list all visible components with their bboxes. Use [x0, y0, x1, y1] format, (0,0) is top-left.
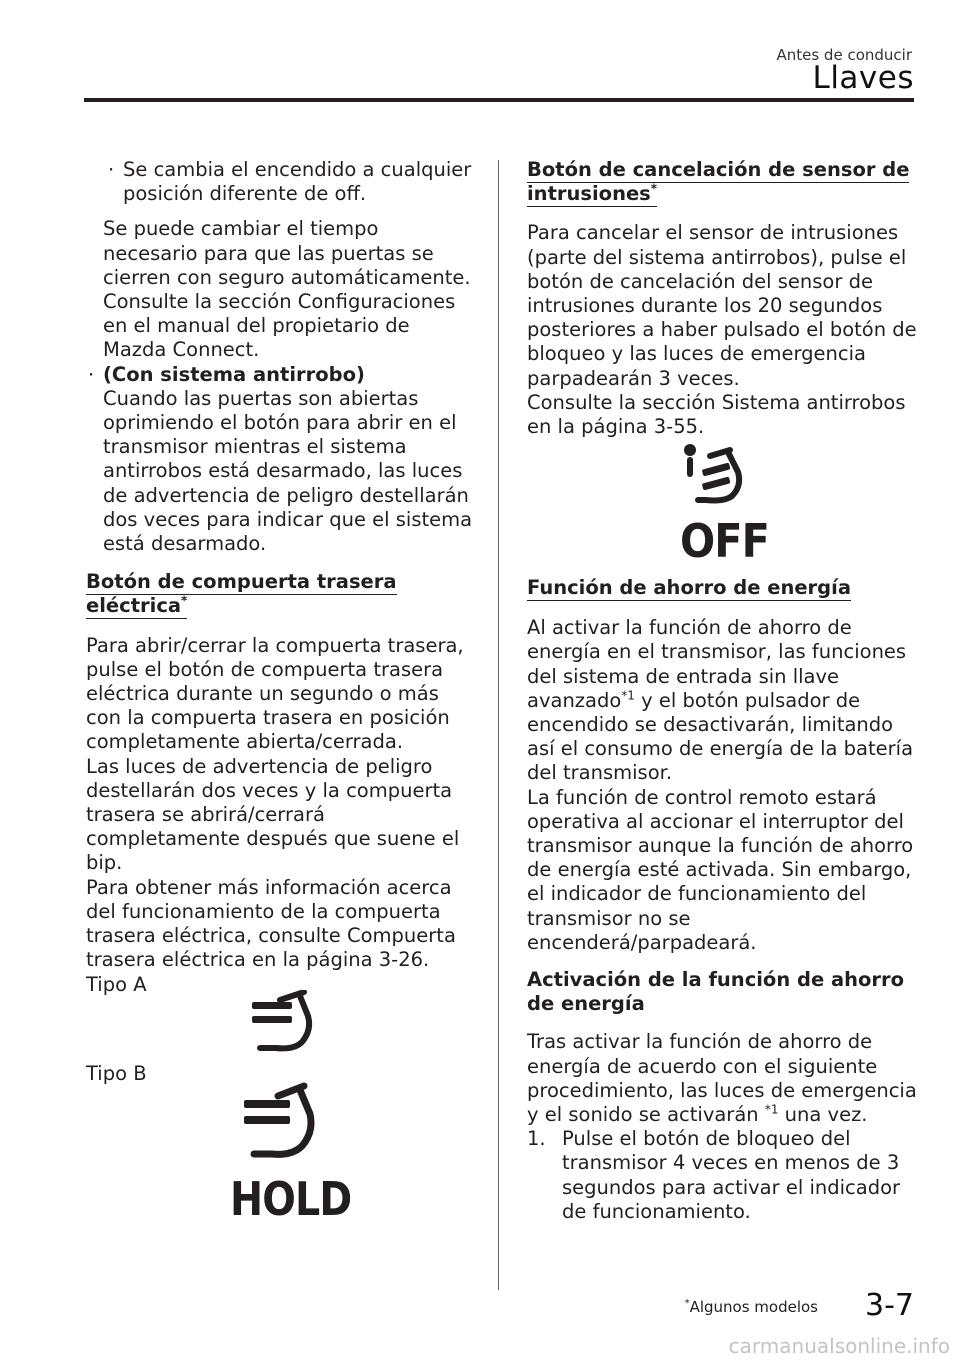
- header-rule: [84, 98, 914, 102]
- paragraph-consult-mazda-connect: Consulte la sección Configuraciones en el manual del propietario de Mazda Connect.: [103, 290, 456, 362]
- heading-liftgate: [86, 570, 478, 618]
- paragraph-energy-2: La función de control remoto estará operativa al accionar el interruptor del transmisor aunque la función de ahorro de energía esté activada. Sin embargo, el indicador de funcionamiento del transmisor no se encenderá/parpadeará.: [527, 785, 914, 954]
- page-number: 3-7: [865, 1288, 914, 1323]
- heading-energy-text: Función de ahorro de energía: [527, 576, 851, 599]
- liftgate-type-b-icon: [238, 1082, 328, 1166]
- heading-liftgate-text: Botón de compuerta trasera eléctrica: [86, 570, 397, 618]
- paragraph-activation-a: Tras activar la función de ahorro de energía de acuerdo con el siguiente procedimiento, las luces de emergencia y el sonido se activarán: [527, 1030, 917, 1127]
- heading-liftgate-mark: *: [181, 593, 188, 608]
- paragraph-activation-b: una vez.: [778, 1103, 868, 1127]
- bullet-antitheft: [86, 363, 478, 557]
- heading-intrusion-text: Botón de cancelación de sensor de intrusiones: [527, 158, 910, 206]
- label-type-b: Tipo B: [86, 1062, 147, 1085]
- footnote-text: Algunos modelos: [689, 1298, 818, 1316]
- hold-label: HOLD: [230, 1172, 352, 1226]
- heading-intrusion: [527, 158, 919, 206]
- footnote: [685, 1298, 818, 1316]
- sub-bullet-ignition: · Se cambia el encendido a cualquier posición diferente de off.: [86, 158, 478, 206]
- right-column-lower: [527, 576, 919, 1224]
- footnote-mark: *: [684, 1298, 690, 1309]
- paragraph-lock-time: Se puede cambiar el tiempo necesario para que las puertas se cierren con seguro automáticamente.: [103, 217, 471, 289]
- bullet-antitheft-text: Cuando las puertas son abiertas oprimiendo el botón para abrir en el transmisor mientras el sistema antirrobos está desarmado, las luces de advertencia de peligro destellarán dos veces para indicar que el sistema está desarmado.: [103, 386, 473, 556]
- watermark: carmanualsonline.info: [728, 1334, 950, 1358]
- liftgate-type-a-icon: [246, 990, 326, 1056]
- bullet-antitheft-title: · (Con sistema antirrobo): [103, 362, 365, 386]
- paragraph-energy-1a: Al activar la función de ahorro de energía en el transmisor, las funciones del sistema de entrada sin llave avanzado: [527, 616, 907, 712]
- paragraph-energy-1: [527, 616, 919, 785]
- header-section-label: Antes de conducir: [776, 46, 912, 64]
- paragraph-intrusion-2: Consulte la sección Sistema antirrobos en la página 3-55.: [527, 390, 906, 439]
- paragraph-energy-1-mark: *1: [621, 688, 635, 703]
- right-column: [527, 158, 919, 439]
- paragraph-activation: [527, 1030, 919, 1127]
- step-1-number: 1.: [527, 1127, 546, 1151]
- paragraph-energy-1b: y el botón pulsador de encendido se desactivarán, limitando así el consumo de energía de la batería del transmisor.: [527, 688, 914, 785]
- heading-energy: [527, 576, 919, 600]
- column-divider: [498, 160, 499, 1290]
- paragraph-activation-mark: *1: [764, 1102, 779, 1117]
- label-type-a: Tipo A: [86, 972, 147, 996]
- off-label: OFF: [680, 514, 770, 568]
- paragraph-liftgate-1: Para abrir/cerrar la compuerta trasera, pulse el botón de compuerta trasera eléctrica durante un segundo o más con la compuerta trasera en posición completamente abierta/cerrada.: [86, 633, 464, 754]
- page-title: Llaves: [812, 60, 914, 96]
- paragraph-intrusion-1: Para cancelar el sensor de intrusiones (parte del sistema antirrobos), pulse el botón de cancelación del sensor de intrusiones durante los 20 segundos posteriores a haber pulsado el botón de bloqueo y las luces de emergencia parpadearán 3 veces.: [527, 221, 917, 390]
- paragraph-liftgate-3: Para obtener más información acerca del funcionamiento de la compuerta trasera eléctrica, consulte Compuerta trasera eléctrica en la página 3-26.: [86, 875, 456, 972]
- heading-intrusion-mark: *: [650, 181, 658, 196]
- step-1: [527, 1127, 919, 1224]
- intrusion-sensor-icon: [680, 444, 760, 508]
- heading-activation: Activación de la función de ahorro de energía: [527, 968, 905, 1016]
- paragraph-liftgate-2: Las luces de advertencia de peligro destellarán dos veces y la compuerta trasera se abrirá/cerrará completamente después que suene el bip.: [86, 754, 460, 875]
- left-column: [86, 158, 478, 997]
- step-1-text: Pulse el botón de bloqueo del transmisor 4 veces en menos de 3 segundos para activar el indicador de funcionamiento.: [562, 1127, 901, 1223]
